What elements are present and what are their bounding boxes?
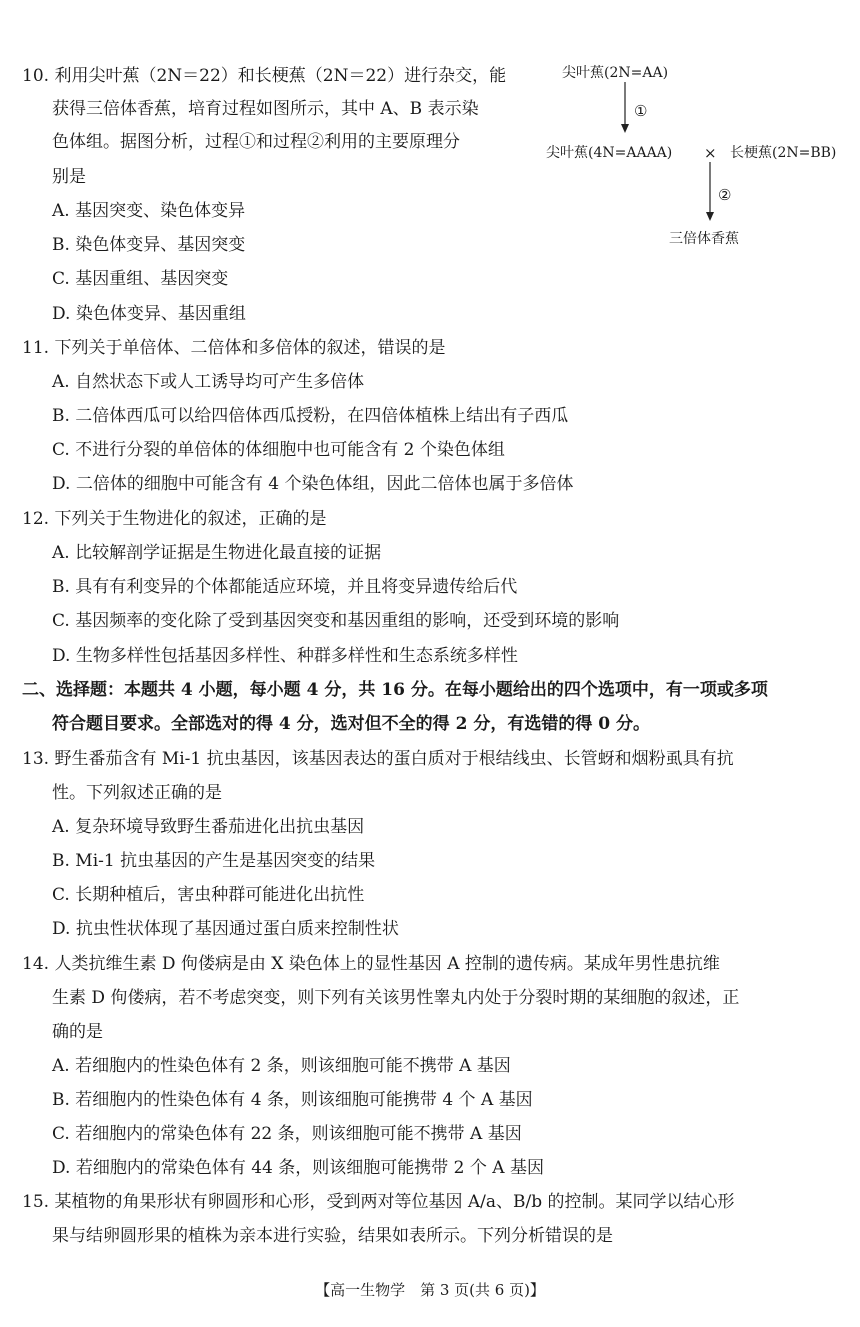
q13-line-1: 13. 野生番茄含有 Mi-1 抗虫基因，该基因表达的蛋白质对于根结线虫、长管蚜和烟粉虱具有抗 [22,749,734,769]
diagram-step-1: ① [634,102,648,120]
q14-line-2: 生素 D 佝偻病，若不考虑突变，则下列有关该男性睾丸内处于分裂时期的某细胞的叙述，正 [52,988,740,1008]
q10-line-2: 获得三倍体香蕉，培育过程如图所示，其中 A、B 表示染 [52,99,479,119]
q14-line-1: 14. 人类抗维生素 D 佝偻病是由 X 染色体上的显性基因 A 控制的遗传病。某成年男性患抗维 [22,954,720,974]
diagram-top-label: 尖叶蕉(2N=AA) [562,65,669,81]
diagram-left-label: 尖叶蕉(4N=AAAA) [546,145,673,161]
q12-stem: 12. 下列关于生物进化的叙述，正确的是 [22,509,327,529]
q12-option-a: A. 比较解剖学证据是生物进化最直接的证据 [52,543,382,563]
q11-option-d: D. 二倍体的细胞中可能含有 4 个染色体组，因此二倍体也属于多倍体 [52,474,574,494]
q10-line-4: 别是 [52,167,86,187]
q10-line-3: 色体组。据图分析，过程①和过程②利用的主要原理分 [52,132,460,152]
q11-stem: 11. 下列关于单倍体、二倍体和多倍体的叙述，错误的是 [22,338,446,358]
q14-option-c: C. 若细胞内的常染色体有 22 条，则该细胞可能不携带 A 基因 [52,1124,522,1144]
q10-line-1: 10. 利用尖叶蕉（2N＝22）和长梗蕉（2N＝22）进行杂交，能 [22,66,507,86]
q10-option-d: D. 染色体变异、基因重组 [52,304,246,324]
q12-option-c: C. 基因频率的变化除了受到基因突变和基因重组的影响，还受到环境的影响 [52,611,620,631]
breeding-diagram [540,58,855,258]
q11-option-a: A. 自然状态下或人工诱导均可产生多倍体 [52,372,365,392]
q11-option-c: C. 不进行分裂的单倍体的体细胞中也可能含有 2 个染色体组 [52,440,505,460]
q14-option-b: B. 若细胞内的性染色体有 4 条，则该细胞可能携带 4 个 A 基因 [52,1090,533,1110]
q12-option-d: D. 生物多样性包括基因多样性、种群多样性和生态系统多样性 [52,646,518,666]
q11-option-b: B. 二倍体西瓜可以给四倍体西瓜授粉，在四倍体植株上结出有子西瓜 [52,406,569,426]
q15-line-1: 15. 某植物的角果形状有卵圆形和心形，受到两对等位基因 A/a、B/b 的控制。某同学以结心形 [22,1192,735,1212]
section-2-line-1: 二、选择题：本题共 4 小题，每小题 4 分，共 16 分。在每小题给出的四个选项中，有一项或多项 [22,680,768,700]
q12-option-b: B. 具有有利变异的个体都能适应环境，并且将变异遗传给后代 [52,577,518,597]
q14-line-3: 确的是 [52,1022,103,1042]
diagram-cross: × [704,144,717,162]
diagram-step-2: ② [718,186,732,204]
section-2-line-2: 符合题目要求。全部选对的得 4 分，选对但不全的得 2 分，有选错的得 0 分。 [52,714,650,734]
q15-line-2: 果与结卵圆形果的植株为亲本进行实验，结果如表所示。下列分析错误的是 [52,1226,613,1246]
q13-option-a: A. 复杂环境导致野生番茄进化出抗虫基因 [52,817,365,837]
q13-option-d: D. 抗虫性状体现了基因通过蛋白质来控制性状 [52,919,399,939]
q14-option-a: A. 若细胞内的性染色体有 2 条，则该细胞可能不携带 A 基因 [52,1056,511,1076]
diagram-bottom-label: 三倍体香蕉 [669,231,739,247]
q10-option-b: B. 染色体变异、基因突变 [52,235,246,255]
q13-line-2: 性。下列叙述正确的是 [52,783,222,803]
q10-option-a: A. 基因突变、染色体变异 [52,201,246,221]
q10-option-c: C. 基因重组、基因突变 [52,269,229,289]
q13-option-c: C. 长期种植后，害虫种群可能进化出抗性 [52,885,365,905]
page-footer: 【高一生物学 第 3 页(共 6 页)】 [315,1281,545,1299]
q13-option-b: B. Mi-1 抗虫基因的产生是基因突变的结果 [52,851,376,871]
q14-option-d: D. 若细胞内的常染色体有 44 条，则该细胞可能携带 2 个 A 基因 [52,1158,544,1178]
diagram-right-label: 长梗蕉(2N=BB) [730,145,837,161]
